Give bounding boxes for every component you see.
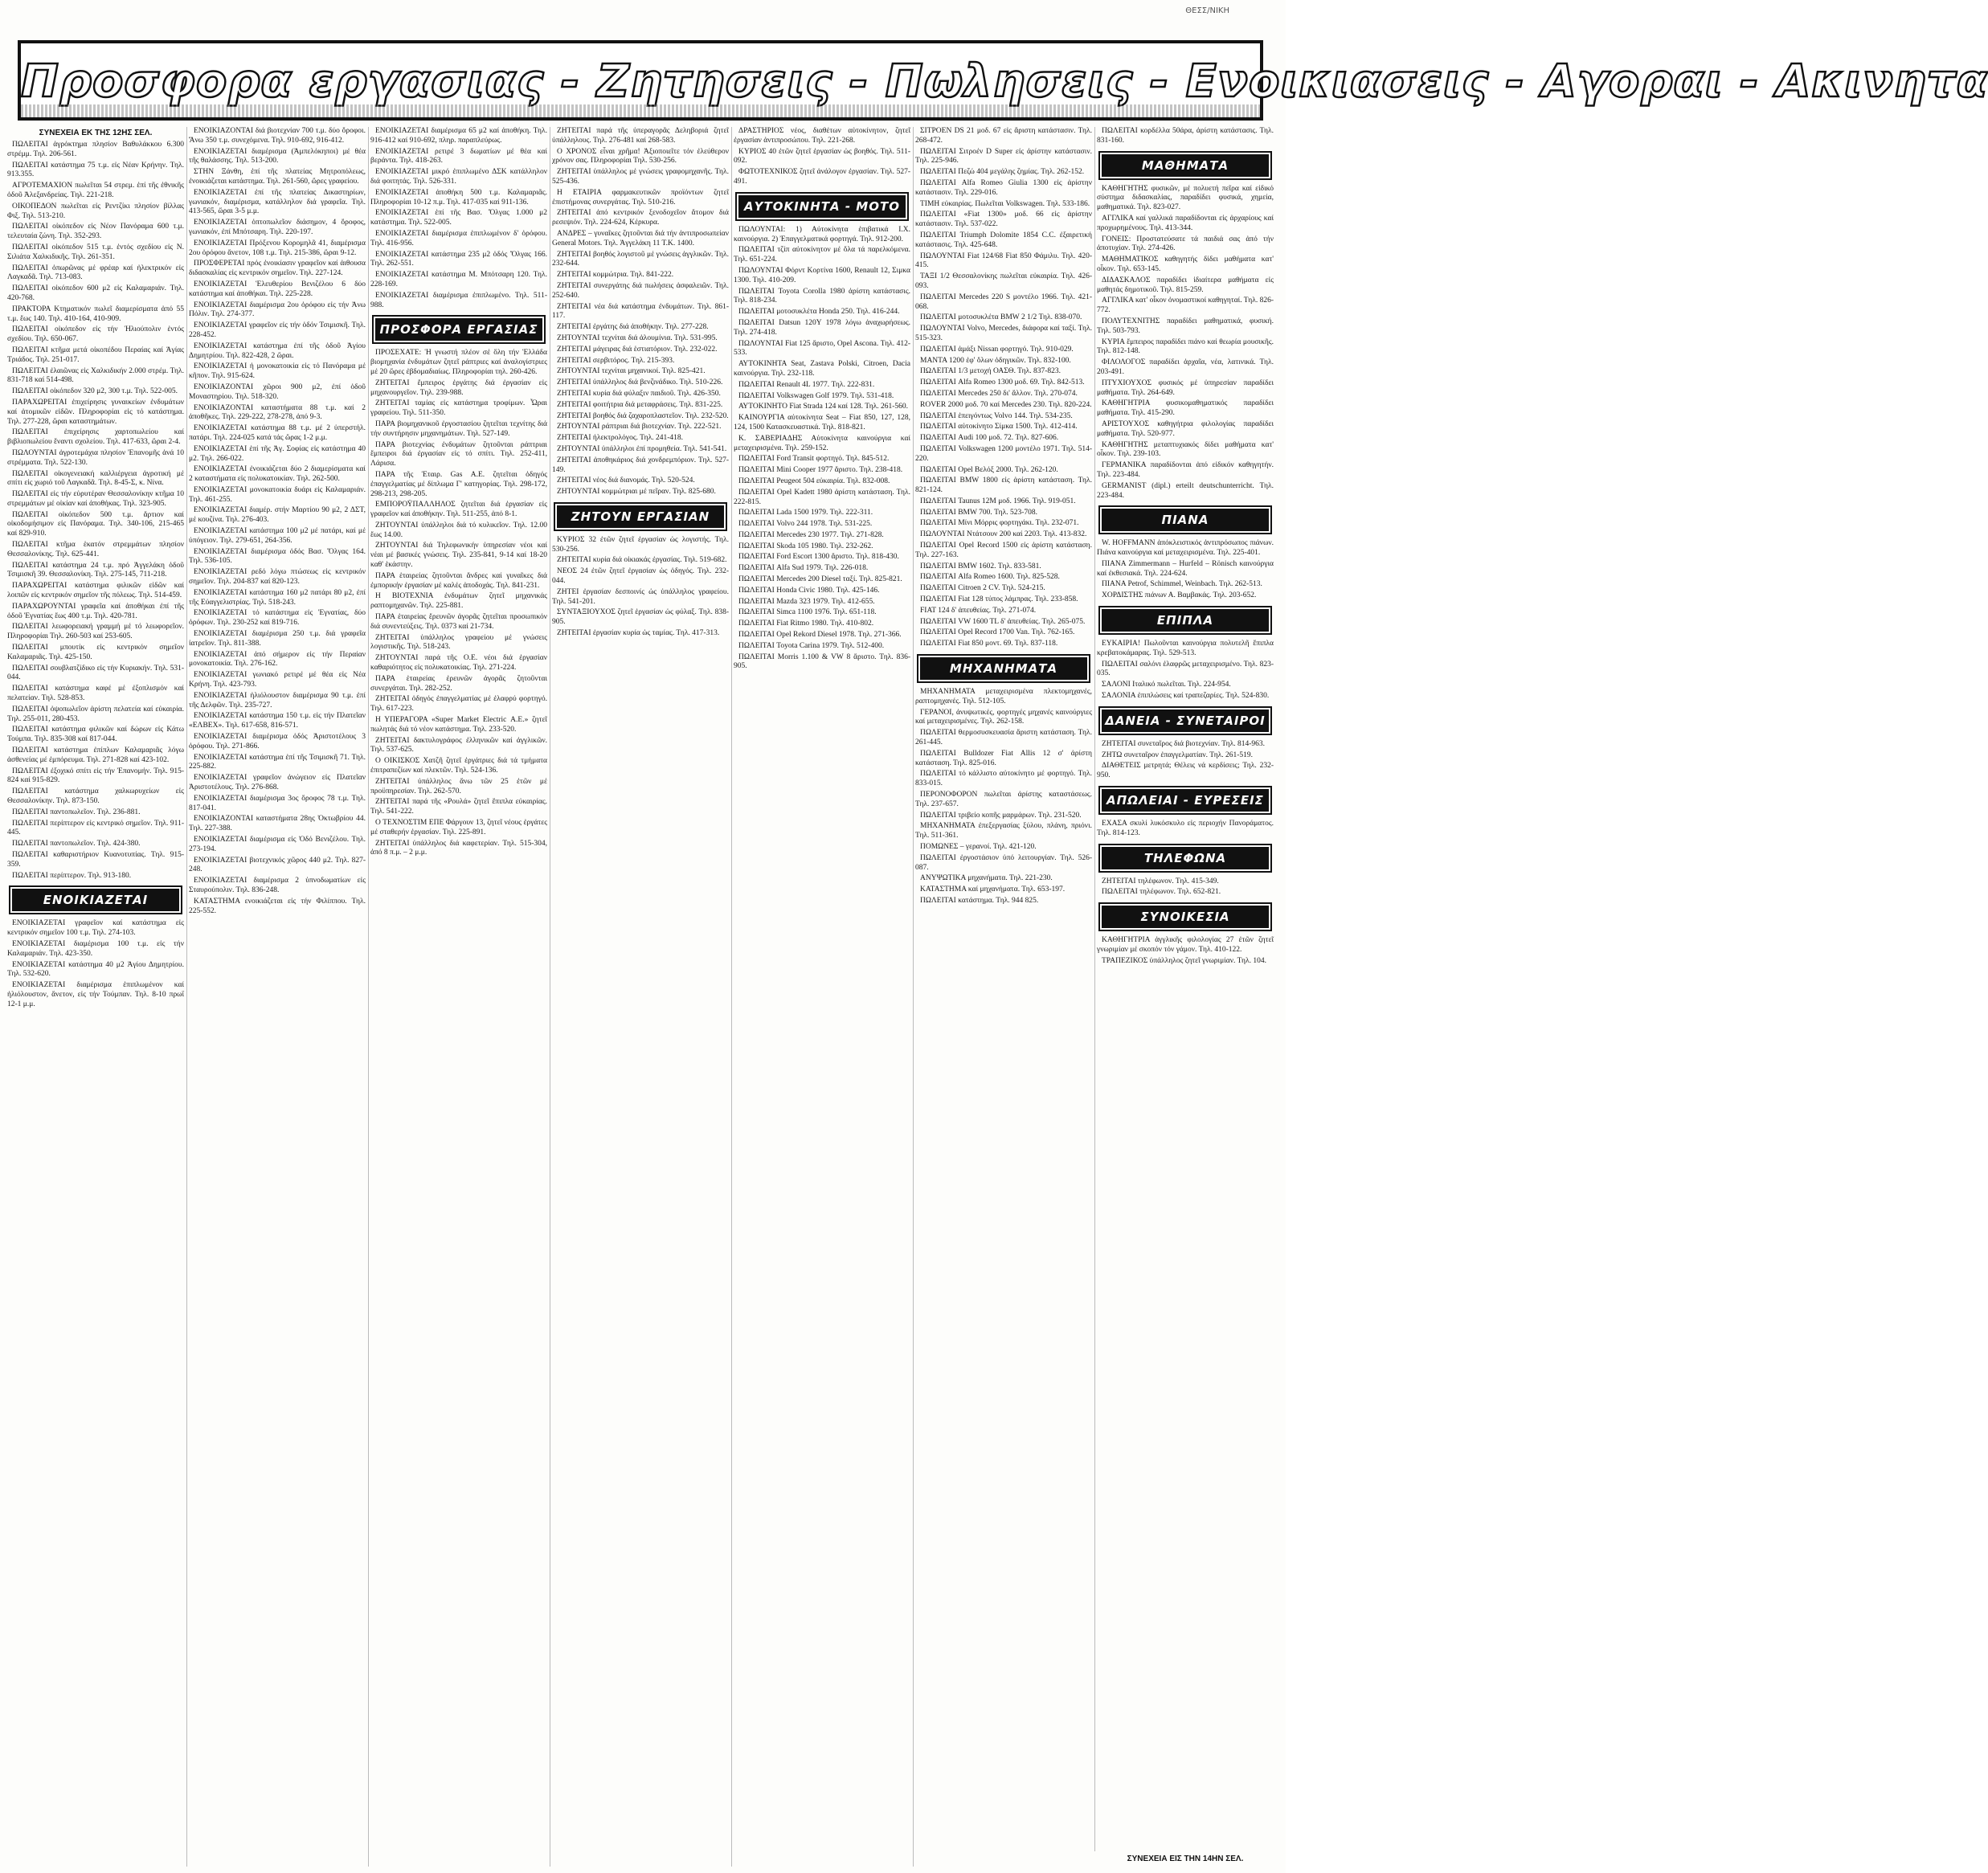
- classified-ad: ΠΩΛΕΙΤΑΙ οἰκόπεδον εἰς Νέον Πανόραμα 600 τ.μ. τελευταία ζώνη. Τηλ. 352-293.: [7, 223, 184, 241]
- section-banner: ΑΥΤΟΚΙΝΗΤΑ - ΜΟΤΟ: [735, 192, 909, 221]
- classified-ad: ΠΩΛΕΙΤΑΙ ἐπιχείρησις χαρτοπωλείου καί βιβλιοπωλείου ἔναντι σχολείου. Τηλ. 417-633, ὥραι 2-4.: [7, 428, 184, 447]
- classified-ad: ΠΟΛΥΤΕΧΝΙΤΗΣ παραδίδει μαθηματικά, φυσική. Τηλ. 503-793.: [1097, 317, 1274, 335]
- classified-ad: ΠΩΛΕΙΤΑΙ Fiat 128 τύπος λάμπρας. Τηλ. 233-858.: [920, 595, 1078, 604]
- classified-ad: ΖΗΤΕΙΤΑΙ νέος διά διανομάς. Τηλ. 520-524.: [557, 476, 695, 485]
- classified-ad: ΠΩΛΕΙΤΑΙ τζίπ αὐτοκίνητον μέ ὅλα τά παρελκόμενα. Τηλ. 651-224.: [734, 246, 910, 264]
- classified-ad: ΑΓΓΛΙΚΑ κατ' οἶκον ὀνομαστικοί καθηγηταί. Τηλ. 826-772.: [1097, 296, 1274, 315]
- classified-ad: ΠΩΛΕΙΤΑΙ Alfa Sud 1979. Τηλ. 226-018.: [738, 564, 869, 573]
- continuation-footer: ΣΥΝΕΧΕΙΑ ΕΙΣ ΤΗΝ 14ΗΝ ΣΕΛ.: [1094, 1851, 1276, 1867]
- classified-ad: ΕΝΟΙΚΙΑΖΕΤΑΙ τό κατάστημα εἰς Ἐγνατίας, δύο ὀρόφων. Τηλ. 230-252 καί 819-716.: [189, 609, 366, 628]
- classified-ad: ΖΗΤΕΙΤΑΙ συνεργάτης διά πωλήσεις ἀσφαλειῶν. Τηλ. 252-640.: [552, 281, 729, 300]
- classified-ad: ΖΗΤΟΥΝΤΑΙ κομμώτριαι μέ πεῖραν. Τηλ. 825-680.: [557, 488, 716, 497]
- classified-ad: ΠΩΛΕΙΤΑΙ οἰκόπεδον 600 μ2 εἰς Καλαμαριάν. Τηλ. 420-768.: [7, 284, 184, 302]
- classified-ad: ΠΩΛΕΙΤΑΙ Mercedes 200 Diesel ταξί. Τηλ. 825-821.: [738, 575, 902, 584]
- classified-ad: ΕΝΟΙΚΙΑΖΕΤΑΙ διαμέρισμα 65 μ2 καί ἀποθήκη. Τηλ. 916-412 καί 910-692, πληρ. παραπλεύρως.: [370, 127, 547, 145]
- classified-ad: ΠΩΛΕΙΤΑΙ Citroen 2 CV. Τηλ. 524-215.: [920, 584, 1045, 593]
- classified-ad: ΠΑΡΑΧΩΡΟΥΝΤΑΙ γραφεῖα καί ἀποθήκαι ἐπί τῆς ὁδοῦ Ἐγνατίας ἕως 400 τ.μ. Τηλ. 420-781.: [7, 602, 184, 620]
- section-banner: ΑΠΩΛΕΙΑΙ - ΕΥΡΕΣΕΙΣ: [1098, 786, 1272, 815]
- classified-ad: ΠΩΛΕΙΤΑΙ Σιτροέν D Super εἰς ἀρίστην κατάστασιν. Τηλ. 225-946.: [915, 147, 1092, 166]
- classified-ad: ΖΗΤΟΥΝΤΑΙ τεχνίται διά ἀλουμίνια. Τηλ. 531-995.: [557, 333, 718, 342]
- classified-ad: Ο ΤΕΧΝΟΣΤΙΜ ΕΠΕ Φάργουν 13, ζητεῖ νέους ἐργάτες μέ σταθερήν ἐργασίαν. Τηλ. 225-891.: [370, 819, 547, 836]
- classified-ad: ΠΑΡΑ ἑταιρείας ἐρευνῶν ἀγορᾶς ζητοῦνται συνεργάται. Τηλ. 282-252.: [370, 674, 547, 693]
- classified-ad: ΕΝΟΙΚΙΑΖΕΤΑΙ γωνιακό ρετιρέ μέ θέα εἰς Νέα Κρήνη. Τηλ. 423-793.: [189, 671, 366, 689]
- classified-ad: ΠΩΛΕΙΤΑΙ κατάστημα χαλκωρυχείων εἰς Θεσσαλονίκην. Τηλ. 873-150.: [7, 787, 184, 805]
- classified-ad: ΕΝΟΙΚΙΑΖΕΤΑΙ ρετιρέ 3 δωματίων μέ θέα καί βεράντα. Τηλ. 418-263.: [370, 147, 547, 166]
- classified-ad: ΠΡΟΣΕΧΑΤΕ: Ἡ γνωστή πλέον σέ ὅλη τήν Ἑλλάδα βιομηχανία ἐνδυμάτων ζητεῖ ράπτριες καί ἀναλογίστριες μέ 20 ὥρες ἐβδομαδιαίως. Πληροφορίαι τηλ. 260-426.: [370, 349, 547, 376]
- classified-ad: Η ΕΤΑΙΡΙΑ φαρμακευτικῶν προϊόντων ζητεῖ ἐπιστήμονας συνεργάτας. Τηλ. 510-216.: [552, 188, 729, 207]
- column-6: [913, 127, 1095, 1867]
- classified-ad: ΕΝΟΙΚΙΑΖΕΤΑΙ διαμέρισμα 3ος ὄροφος 78 τ.μ. Τηλ. 817-041.: [189, 794, 366, 812]
- classified-ad: ΕΝΟΙΚΙΑΖΕΤΑΙ ἀπό σήμερον εἰς τήν Περαίαν μονοκατοικία. Τηλ. 276-162.: [189, 650, 366, 669]
- classified-ad: ΠΑΡΑ ἑταιρείας ἔρευνῶν ἀγορᾶς ζητεῖται προσωπικόν διά συνεντεύξεις. Τηλ. 0373 καί 21-734.: [370, 613, 547, 631]
- classified-ad: ΠΩΛΕΙΤΑΙ οἰκόπεδον 320 μ2, 300 τ.μ. Τηλ. 522-005.: [12, 387, 178, 396]
- classified-ad: ΕΝΟΙΚΙΑΖΕΤΑΙ ἐπί τῆς πλατείας Δικαστηρίων, γωνιακόν, διαμέρισμα, κατάλληλον διά γραφεῖα. Τηλ. 413-565, ὥραι 3-5 μ.μ.: [189, 188, 366, 216]
- classified-ad: ΠΩΛΕΙΤΑΙ Bulldozer Fiat Allis 12 σ' ἀρίστη κατάσταση. Τηλ. 825-016.: [915, 749, 1092, 767]
- classified-ad: ΠΩΛΕΙΤΑΙ καθαριστήριον Κυανοτυπίας. Τηλ. 915-359.: [7, 850, 184, 869]
- classified-ad: ΤΡΑΠΕΖΙΚΟΣ ὑπάλληλος ζητεῖ γνωριμίαν. Τηλ. 104.: [1102, 956, 1266, 965]
- classified-ad: ΠΑΡΑ βιομηχανικοῦ ἐργοστασίου ζητεῖται τεχνίτης διά τήν συντήρησιν μηχανημάτων. Τηλ. 527-149.: [370, 419, 547, 438]
- classified-ad: ΠΑΡΑΧΩΡΕΙΤΑΙ κατάστημα φιλικῶν εἰδῶν καί λοιπῶν εἰς κεντρικόν σημεῖον τῆς πόλεως. Τηλ. 514-459.: [7, 582, 184, 600]
- column-5: [731, 127, 914, 1867]
- classifieds-columns: [5, 127, 1281, 1867]
- classified-ad: ΠΩΛΕΙΤΑΙ τριβείο κοπῆς μαρμάρων. Τηλ. 231-520.: [920, 811, 1082, 820]
- classified-ad: ΦΙΛΟΛΟΓΟΣ παραδίδει ἀρχαῖα, νέα, λατινικά. Τηλ. 203-491.: [1097, 358, 1274, 376]
- classified-ad: ΠΩΛΟΥΝΤΑΙ Φόρντ Κορτίνα 1600, Renault 12, Σιμκα 1300. Τηλ. 410-209.: [734, 266, 910, 284]
- classified-ad: ΖΗΤΕΙΤΑΙ ἐργασίαν κυρία ὡς ταμίας. Τηλ. 417-313.: [557, 629, 720, 638]
- classified-ad: ΕΝΟΙΚΙΑΖΟΝΤΑΙ διά βιοτεχνίαν 700 τ.μ. δύο ὄροφοι. Ἄνω 350 τ.μ. συνεχόμενα. Τηλ. 910-692, 916-412.: [189, 127, 366, 145]
- classified-ad: ΠΤΥΧΙΟΥΧΟΣ φυσικός μέ ὑπηρεσίαν παραδίδει μαθήματα. Τηλ. 264-649.: [1097, 378, 1274, 397]
- column-4: [550, 127, 732, 1867]
- classified-ad: ΖΗΤΕΙ ἐργασίαν δεσποινίς ὡς ὑπάλληλος γραφείου. Τηλ. 541-201.: [552, 587, 729, 606]
- classified-ad: ΠΩΛΕΙΤΑΙ Volkswagen 1200 μοντέλο 1971. Τηλ. 514-220.: [915, 444, 1092, 463]
- classified-ad: ΠΩΛΕΙΤΑΙ κτῆμα μετά οἰκοπέδου Περαίας καί Ἁγίας Τριάδος. Τηλ. 251-017.: [7, 346, 184, 364]
- classified-ad: ΕΝΟΙΚΙΑΖΕΤΑΙ κατάστημα 160 μ2 πατάρι 80 μ2, ἐπί τῆς Εὐαγγελιστρίας. Τηλ. 518-243.: [189, 588, 366, 607]
- classified-ad: ΠΩΛΕΙΤΑΙ οἰκογενειακή καλλιέργεια ἀγροτική μέ σπίτι εἰς χωριό τοῦ Λαγκαδᾶ. Τηλ. 8-45-Σ, κ. Νίνα.: [7, 469, 184, 488]
- classified-ad: ΖΗΤΕΙΤΑΙ παρά τῆς «Ρουλά» ζητεῖ ἔπιπλα εὐκαιρίας. Τηλ. 541-222.: [370, 798, 547, 816]
- classified-ad: ΕΝΟΙΚΙΑΖΕΤΑΙ ἀποθήκη 500 τ.μ. Καλαμαριᾶς. Πληροφορίαι 10-12 π.μ. Τηλ. 417-035 καί 911-136.: [370, 188, 547, 207]
- section-banner: ΔΑΝΕΙΑ - ΣΥΝΕΤΑΙΡΟΙ: [1098, 706, 1272, 735]
- classified-ad: ΠΩΛΕΙΤΑΙ Mini Cooper 1977 ἄριστο. Τηλ. 238-418.: [738, 466, 903, 475]
- classified-ad: ΕΝΟΙΚΙΑΖΕΤΑΙ μικρό ἐπιπλωμένο ΔΣΚ κατάλληλον διά φοιτητάς. Τηλ. 526-331.: [370, 168, 547, 186]
- classified-ad: ΖΗΤΕΙΤΑΙ κυρία διά οἰκιακάς ἐργασίας. Τηλ. 519-682.: [557, 556, 727, 565]
- classified-ad: ΠΩΛΟΥΝΤΑΙ Volvo, Mercedes, διάφορα καί ταξί. Τηλ. 515-323.: [915, 325, 1092, 342]
- corner-mark: ΘΕΣΣ/ΝΙΚΗ: [1185, 6, 1229, 15]
- classified-ad: ΑΥΤΟΚΙΝΗΤΑ Seat, Zastava Polski, Citroen, Dacia καινούργια. Τηλ. 232-118.: [734, 360, 910, 378]
- classified-ad: ΕΝΟΙΚΙΑΖΕΤΑΙ διαμέρισμα 2ου ὀρόφου εἰς τήν Ἀνω Πόλιν. Τηλ. 274-377.: [189, 301, 366, 319]
- classified-ad: ΖΗΤΕΙΤΑΙ τηλέφωνον. Τηλ. 415-349.: [1102, 877, 1219, 885]
- classified-ad: ΠΩΛΕΙΤΑΙ Simca 1100 1976. Τηλ. 651-118.: [738, 608, 877, 617]
- classified-ad: ΚΑΘΗΓΗΤΗΣ μεταπτυχιακός δίδει μαθήματα κατ' οἶκον. Τηλ. 239-103.: [1097, 440, 1274, 459]
- classified-ad: ΠΩΛΕΙΤΑΙ Opel Record 1500 εἰς ἀρίστη κατάσταση. Τηλ. 227-163.: [915, 542, 1092, 559]
- classified-ad: ΠΩΛΕΙΤΑΙ θερμοσυσκευασία ἄριστη κατάσταση. Τηλ. 261-445.: [915, 729, 1092, 747]
- section-banner: ΖΗΤΟΥΝ ΕΡΓΑΣΙΑΝ: [554, 502, 727, 531]
- classified-ad: ΠΩΛΕΙΤΑΙ Mercedes 220 S μοντέλο 1966. Τηλ. 421-068.: [915, 292, 1092, 311]
- classified-ad: ΖΗΤΕΙΤΑΙ ἠλεκτρολόγος. Τηλ. 241-418.: [557, 434, 683, 443]
- classified-ad: ΕΝΟΙΚΙΑΖΕΤΑΙ διαμέρισμα 2 ὑπνοδωματίων εἰς Σταυρούπολιν. Τηλ. 836-248.: [189, 877, 366, 894]
- column-2: [186, 127, 369, 1867]
- classified-ad: ΖΗΤΕΙΤΑΙ μάγειρας διά ἑστιατόριον. Τηλ. 232-022.: [557, 345, 718, 354]
- classified-ad: ΠΩΛΕΙΤΑΙ περίπτερον. Τηλ. 913-180.: [12, 871, 132, 880]
- classified-ad: ΠΩΛΕΙΤΑΙ ἀμάξι Nissan φορτηγό. Τηλ. 910-029.: [920, 345, 1074, 354]
- classified-ad: ΣΑΛΟΝΙ Ιταλικό πωλεῖται. Τηλ. 224-954.: [1102, 681, 1231, 689]
- classified-ad: ΖΗΤΕΙΤΑΙ ἀποθηκάριος διά χονδρεμπόριον. Τηλ. 527-149.: [552, 456, 729, 474]
- classified-ad: ΖΗΤΩ συνεταῖρον ἐπαγγελματίαν. Τηλ. 261-519.: [1102, 750, 1254, 759]
- classified-ad: ΠΩΛΕΙΤΑΙ BMW 700. Τηλ. 523-708.: [920, 508, 1037, 517]
- classified-ad: ΠΩΛΕΙΤΑΙ ἀγρόκτημα πλησίον Βαθυλάκκου 6.300 στρέμμ. Τηλ. 206-561.: [7, 141, 184, 158]
- classified-ad: ΠΩΛΕΙΤΑΙ Opel Record 1700 Van. Τηλ. 762-165.: [920, 628, 1075, 637]
- classified-ad: ΖΗΤΕΙΤΑΙ συνεταῖρος διά βιοτεχνίαν. Τηλ. 814-963.: [1102, 739, 1266, 748]
- classified-ad: ΖΗΤΟΥΝΤΑΙ ὑπάλληλοι ἐπί προμηθεία. Τηλ. 541-541.: [557, 444, 727, 453]
- classified-ad: ΖΗΤΕΙΤΑΙ κομμώτρια. Τηλ. 841-222.: [557, 271, 674, 280]
- classified-ad: ΠΩΛΕΙΤΑΙ κατάστημα. Τηλ. 944 825.: [920, 896, 1039, 905]
- classified-ad: ΚΑΘΗΓΗΤΡΙΑ φυσικομαθηματικός παραδίδει μαθήματα. Τηλ. 415-290.: [1097, 399, 1274, 418]
- classified-ad: ΠΩΛΕΙΤΑΙ Alfa Romeo 1300 μοδ. 69. Τηλ. 842-513.: [920, 378, 1085, 387]
- classified-ad: ΠΩΛΕΙΤΑΙ οἰκόπεδον 500 τ.μ. ἄρτιον καί οἰκοδομήσιμον εἰς Πανόραμα. Τηλ. 340-106, 215-465 καί 829-910.: [7, 510, 184, 538]
- classified-ad: ΕΝΟΙΚΙΑΖΕΤΑΙ βιοτεχνικός χῶρος 440 μ2. Τηλ. 827-248.: [189, 856, 366, 874]
- classified-ad: ΕΝΟΙΚΙΑΖΕΤΑΙ κατάστημα 150 τ.μ. εἰς τήν Πλατεῖαν «ΕΛΒΕΧ». Τηλ. 617-658, 816-571.: [189, 712, 366, 730]
- classified-ad: ΕΝΟΙΚΙΑΖΟΝΤΑΙ καταστήματα 28ης Ὀκτωβρίου 44. Τηλ. 227-388.: [189, 815, 366, 833]
- classified-ad: ΕΝΟΙΚΙΑΖΕΤΑΙ γραφεῖον εἰς τήν ὁδόν Τσιμισκῆ. Τηλ. 228-452.: [189, 321, 366, 339]
- classified-ad: ΖΗΤΟΥΝΤΑΙ τεχνίται μηχανικοί. Τηλ. 825-421.: [557, 367, 706, 376]
- classified-ad: ΠΩΛΕΙΤΑΙ Mercedes 250 δι' ἄλλον. Τηλ. 270-074.: [920, 389, 1078, 398]
- classified-ad: ΕΝΟΙΚΙΑΖΕΤΑΙ κατάστημα 40 μ2 Ἀγίου Δημητρίου. Τηλ. 532-620.: [7, 960, 184, 979]
- classified-ad: ΠΩΛΕΙΤΑΙ κατάστημα ἐπίπλων Καλαμαριᾶς λόγω ἀσθενείας μέ ἐμπόρευμα. Τηλ. 271-828 καί 423-102.: [7, 746, 184, 764]
- classified-ad: ΠΩΛΕΙΤΑΙ λεωφορειακή γραμμή μέ τό λεωφορεῖον. Πληροφορίαι Τηλ. 260-503 καί 253-605.: [7, 623, 184, 641]
- classified-ad: ΕΝΟΙΚΙΑΖΕΤΑΙ κατάστημα 88 τ.μ. μέ 2 ὑπερστήλ. πατάρι. Τηλ. 224-025 κατά τάς ὥρας 1-2 μ.μ.: [189, 424, 366, 442]
- continuation-header: ΣΥΝΕΧΕΙΑ ΕΚ ΤΗΣ 12ΗΣ ΣΕΛ.: [39, 129, 153, 137]
- classified-ad: ΠΡΑΚΤΟΡΑ Κτηματικόν πωλεῖ διαμερίσματα ἀπό 55 τ.μ. ἕως 140. Τηλ. 410-164, 410-909.: [7, 305, 184, 323]
- classified-ad: ΠΩΛΟΥΝΤΑΙ Fiat 125 ἄριστο, Opel Ascona. Τηλ. 412-533.: [734, 339, 910, 358]
- classified-ad: ΕΜΠΟΡΟΫΠΑΛΛΗΛΟΣ ζητεῖται διά ἐργασίαν εἰς γραφεῖον καί ἀποθήκην. Τηλ. 511-255, ἀπό 8-1.: [370, 501, 547, 519]
- classified-ad: ΠΩΛΕΙΤΑΙ παντοπωλεῖον. Τηλ. 236-881.: [12, 808, 141, 816]
- classifieds-masthead: [18, 40, 1988, 121]
- classified-ad: ΖΗΤΕΙΤΑΙ φοιτήτρια διά μεταφράσεις. Τηλ. 831-225.: [557, 400, 723, 409]
- classified-ad: ΠΑΡΑ τῆς Ἑταιρ. Gas Α.Ε. ζητεῖται ὁδηγός ἐπαγγελματίας μέ δίπλωμα Γ' κατηγορίας. Τηλ. 298-172, 298-213, 298-205.: [370, 470, 547, 498]
- classified-ad: ΖΗΤΕΙΤΑΙ ἐργάτης διά ἀποθήκην. Τηλ. 277-228.: [557, 323, 709, 332]
- classified-ad: ΠΩΛΕΙΤΑΙ Πεζώ 404 μεγάλης ζημίας. Τηλ. 262-152.: [920, 168, 1085, 177]
- section-banner: ΜΑΘΗΜΑΤΑ: [1098, 151, 1272, 180]
- classified-ad: ΠΩΛΕΙΤΑΙ Ford Escort 1300 ἄριστο. Τηλ. 818-430.: [738, 553, 899, 562]
- classified-ad: Η ΒΙΟΤΕΧΝΙΑ ἐνδυμάτων ζητεῖ μηχανικάς ραπτομηχανῶν. Τηλ. 225-881.: [370, 592, 547, 611]
- classified-ad: ΠΩΛΕΙΤΑΙ σουβλατζίδικο εἰς τήν Κυριακήν. Τηλ. 531-044.: [7, 664, 184, 682]
- classified-ad: ΠΩΛΕΙΤΑΙ Audi 100 μοδ. 72. Τηλ. 827-606.: [920, 434, 1059, 443]
- classified-ad: ΕΝΟΙΚΙΑΖΕΤΑΙ διαμέρισμα εἰς Ὀδό Βενιζέλου. Τηλ. 273-194.: [189, 835, 366, 853]
- section-banner: ΜΗΧΑΝΗΜΑΤΑ: [917, 654, 1090, 683]
- classified-ad: ΖΗΤΟΥΝΤΑΙ διά Τηλεφωνικήν ὑπηρεσίαν νέοι καί νέαι μέ βασικές γνώσεις. Τηλ. 235-841, 9-14 καί 18-20 καθ' ἑκάστην.: [370, 542, 547, 570]
- column-1: [5, 127, 187, 1867]
- classified-ad: ΠΩΛΕΙΤΑΙ ὁπωρῶνας μέ φρέαρ καί ἠλεκτρικόν εἰς Λαγκαδᾶ. Τηλ. 713-083.: [7, 264, 184, 282]
- classified-ad: ΠΩΛΕΙΤΑΙ Μίνι Μόρρις φορτηγάκι. Τηλ. 232-071.: [920, 519, 1079, 528]
- classified-ad: ΠΩΛΟΥΝΤΑΙ Fiat 124/68 Fiat 850 Φάμιλυ. Τηλ. 420-415.: [915, 252, 1092, 270]
- classified-ad: ΕΝΟΙΚΙΑΖΕΤΑΙ κατάστημα 100 μ2 μέ πατάρι, καί μέ ὑπόγειον. Τηλ. 279-651, 264-356.: [189, 527, 366, 545]
- classified-ad: ΠΩΛΕΙΤΑΙ τηλέφωνον. Τηλ. 652-821.: [1102, 888, 1221, 897]
- classified-ad: ΑΥΤΟΚΙΝΗΤΟ Fiat Strada 124 καί 128. Τηλ. 261-560.: [738, 403, 909, 411]
- classified-ad: ΕΝΟΙΚΙΑΖΕΤΑΙ ρεδό λόγω πτώσεως εἰς κεντρικόν σημεῖον. Τηλ. 204-837 καί 820-123.: [189, 568, 366, 587]
- classified-ad: ΠΩΛΕΙΤΑΙ ἐλαιῶνας εἰς Χαλκιδικήν 2.000 στρέμ. Τηλ. 831-718 καί 514-498.: [7, 366, 184, 385]
- classified-ad: ΔΙΑΘΕΤΕΙΣ μετρητά; Θέλεις νά κερδίσεις; Τηλ. 232-950.: [1097, 762, 1274, 780]
- classified-ad: ΖΗΤΕΙΤΑΙ ἀπό κεντρικόν ξενοδοχεῖον ἄτομον διά ρεσεψιόν. Τηλ. 224-624, Κέρκυρα.: [552, 209, 729, 227]
- classified-ad: ΖΗΤΟΥΝΤΑΙ ὑπάλληλοι διά τό κυλικεῖον. Τηλ. 12.00 ἕως 14.00.: [370, 521, 547, 539]
- classified-ad: ΕΝΟΙΚΙΑΖΕΤΑΙ ὁπτοπωλεῖον διάσημον, 4 ὄροφος, γωνιακόν, ἐπί Μπότσαρη. Τηλ. 220-197.: [189, 219, 366, 236]
- classified-ad: ΚΑΤΑΣΤΗΜΑ καί μηχανήματα. Τηλ. 653-197.: [920, 885, 1066, 894]
- classified-ad: ΕΝΟΙΚΙΑΖΕΤΑΙ διαμέρισμα ἐπιπλωμένον δ' ὀρόφου. Τηλ. 416-956.: [370, 229, 547, 247]
- classified-ad: ΠΩΛΕΙΤΑΙ VW 1600 TL δ' ἀπευθείας. Τηλ. 265-075.: [920, 617, 1086, 626]
- classified-ad: ΕΝΟΙΚΙΑΖΕΤΑΙ διαμέρισμα ἐπιπλωμένον καί ἠλιόλουστον, ἄνετον, εἰς τήν Τούμπαν. Τηλ. 8-10 πρωΐ 12-1 μ.μ.: [7, 981, 184, 1008]
- classified-ad: ΠΩΛΕΙΤΑΙ Fiat 850 μοντ. 69. Τηλ. 837-118.: [920, 640, 1058, 648]
- classified-ad: ΜΑΘΗΜΑΤΙΚΟΣ καθηγητής δίδει μαθήματα κατ' οἶκον. Τηλ. 653-145.: [1097, 256, 1274, 273]
- classified-ad: ΕΝΟΙΚΙΑΖΕΤΑΙ διαμέρισμα 250 τ.μ. διά γραφεῖα ἰατρεῖον. Τηλ. 811-388.: [189, 630, 366, 648]
- classified-ad: Κ. ΣΑΒΕΡΙΑΔΗΣ Αὐτοκίνητα καινούργια καί μεταχειρισμένα. Τηλ. 259-152.: [734, 434, 910, 452]
- classified-ad: ΖΗΤΕΙΤΑΙ ὑπάλληλος διά βενζινάδικο. Τηλ. 510-226.: [557, 378, 723, 387]
- classified-ad: ΠΩΛΕΙΤΑΙ Skoda 105 1980. Τηλ. 232-262.: [738, 542, 873, 550]
- classified-ad: ΣΥΝΤΑΞΙΟΥΧΟΣ ζητεῖ ἐργασίαν ὡς φύλαξ. Τηλ. 838-905.: [552, 608, 729, 627]
- classified-ad: ΠΑΡΑ βιοτεχνίας ἐνδυμάτων ζητοῦνται ράπτριαι ἔμπειροι διά ἐργασίαν εἰς τό σπίτι. Τηλ. 252-411, Λάρισα.: [370, 440, 547, 468]
- section-banner: ΤΗΛΕΦΩΝΑ: [1098, 844, 1272, 873]
- classified-ad: ΖΗΤΕΙΤΑΙ νέα διά κατάστημα ἐνδυμάτων. Τηλ. 861-117.: [552, 302, 729, 321]
- classified-ad: ΠΩΛΕΙΤΑΙ Opel Kadett 1980 ἀρίστη κατάσταση. Τηλ. 222-815.: [734, 488, 910, 506]
- classified-ad: ΕΥΚΑΙΡΙΑ! Πωλοῦνται καινούργια πολυτελῆ ἔπιπλα κρεβατοκάμαρας. Τηλ. 529-513.: [1097, 640, 1274, 657]
- classified-ad: ΝΕΟΣ 24 ἐτῶν ζητεῖ ἐργασίαν ὡς ὁδηγός. Τηλ. 232-044.: [552, 567, 729, 586]
- classified-ad: ΠΩΛΕΙΤΑΙ οἰκόπεδον εἰς τήν Ἡλιούπολιν ἐντός σχεδίου. Τηλ. 650-067.: [7, 325, 184, 344]
- classified-ad: ΠΙΑΝΑ Petrof, Schimmel, Weinbach. Τηλ. 262-513.: [1102, 580, 1262, 589]
- classified-ad: ΖΗΤΕΙΤΑΙ ταμίας εἰς κατάστημα τροφίμων. Ὧραι γραφείου. Τηλ. 511-350.: [370, 399, 547, 418]
- classified-ad: ΠΩΛΕΙΤΑΙ μπουτίκ εἰς κεντρικόν σημεῖον Καλαμαριᾶς. Τηλ. 425-150.: [7, 644, 184, 661]
- classified-ad: ΕΝΟΙΚΙΑΖΕΤΑΙ διαμέρισμα 100 τ.μ. εἰς τήν Καλαμαριάν. Τηλ. 423-350.: [7, 939, 184, 958]
- classified-ad: ΕΝΟΙΚΙΑΖΕΤΑΙ ἡ μονοκατοικία εἰς τό Πανόραμα μέ κῆπον. Τηλ. 915-624.: [189, 362, 366, 381]
- classified-ad: ΚΑΘΗΓΗΤΗΣ φυσικῶν, μέ πολυετή πεῖρα καί εἰδικό σύστημα διδασκαλίας, παραδίδει φυσικά, χημεία, μαθηματικά. Τηλ. 823-027.: [1097, 184, 1274, 212]
- classified-ad: ΕΝΟΙΚΙΑΖΕΤΑΙ ἐπί τῆς Ἀγ. Σοφίας εἰς κατάστημα 40 μ2. Τηλ. 266-022.: [189, 444, 366, 463]
- classified-ad: ΠΩΛΕΙΤΑΙ Morris 1.100 & VW 8 ἄριστο. Τηλ. 836-905.: [734, 652, 910, 671]
- classified-ad: ΤΙΜΗ εὐκαιρίας. Πωλεῖται Volkswagen. Τηλ. 533-186.: [920, 199, 1090, 208]
- classified-ad: ΠΩΛΕΙΤΑΙ Lada 1500 1979. Τηλ. 222-311.: [738, 509, 873, 517]
- classified-ad: ΠΑΡΑ ἑταιρείας ζητοῦνται ἄνδρες καί γυναῖκες διά ἐμπορικήν ἐργασίαν μέ καλές ἀποδοχάς. Τηλ. 841-231.: [370, 571, 547, 590]
- column-7: [1094, 127, 1276, 1867]
- classified-ad: ΠΩΛΕΙΤΑΙ αὐτοκίνητο Σίμκα 1500. Τηλ. 412-414.: [920, 423, 1078, 431]
- classified-ad: ΟΙΚΟΠΕΔΟΝ πωλεῖται εἰς Ρεντζίκι πλησίον βίλλας Φιξ. Τηλ. 513-210.: [7, 202, 184, 220]
- classified-ad: ΕΝΟΙΚΙΑΖΟΝΤΑΙ χῶροι 900 μ2, ἐπί ὁδοῦ Μοναστηρίου. Τηλ. 518-320.: [189, 382, 366, 401]
- classified-ad: ΠΩΛΕΙΤΑΙ Fiat Ritmo 1980. Τηλ. 410-802.: [738, 620, 874, 628]
- classified-ad: ΕΝΟΙΚΙΑΖΕΤΑΙ μονοκατοικία δυάρι εἰς Καλαμαριάν. Τηλ. 461-255.: [189, 485, 366, 504]
- classified-ad: ΠΩΛΟΥΝΤΑΙ ἀγροτεμάχια πλησίον Ἐπανομῆς ἀνά 10 στρέμματα. Τηλ. 522-130.: [7, 448, 184, 467]
- classified-ad: ΣΙΤΡΟΕΝ DS 21 μοδ. 67 εἰς ἄριστη κατάστασιν. Τηλ. 268-472.: [915, 127, 1092, 145]
- classified-ad: ΕΧΑΣΑ σκυλί λυκόσκυλο εἰς περιοχήν Πανοράματος. Τηλ. 814-123.: [1097, 820, 1274, 837]
- classified-ad: ΖΗΤΕΙΤΑΙ ἔμπειρος ἐργάτης διά ἐργασίαν εἰς μηχανουργεῖον. Τηλ. 239-988.: [370, 378, 547, 397]
- classified-ad: ΠΩΛΕΙΤΑΙ ἐργοστάσιον ὑπό λειτουργίαν. Τηλ. 526-087.: [915, 853, 1092, 872]
- classified-ad: ΖΗΤΕΙΤΑΙ ὑπάλληλος ἄνω τῶν 25 ἐτῶν μέ προϋπηρεσίαν. Τηλ. 262-570.: [370, 777, 547, 795]
- classified-ad: ΠΩΛΕΙΤΑΙ Peugeot 504 εὐκαιρία. Τηλ. 832-008.: [738, 476, 890, 485]
- classified-ad: ΔΙΔΑΣΚΑΛΟΣ παραδίδει ἰδιαίτερα μαθήματα εἰς μαθητάς δημοτικοῦ. Τηλ. 815-259.: [1097, 276, 1274, 294]
- classified-ad: ΠΩΛΕΙΤΑΙ Triumph Dolomite 1854 C.C. ἐξαιρετική κατάστασις. Τηλ. 425-648.: [915, 231, 1092, 249]
- classified-ad: ΠΩΛΕΙΤΑΙ ὀψοπωλεῖον ἀρίστη πελατεία καί εὐκαιρία. Τηλ. 255-011, 280-453.: [7, 705, 184, 723]
- classified-ad: ΠΩΛΕΙΤΑΙ Opel Βελόξ 2000. Τηλ. 262-120.: [920, 465, 1058, 474]
- classified-ad: ΠΩΛΕΙΤΑΙ κατάστημα 75 τ.μ. εἰς Νέαν Κρήνην. Τηλ. 913.355.: [7, 161, 184, 179]
- classified-ad: ΠΩΛΕΙΤΑΙ κτῆμα ἑκατόν στρεμμάτων πλησίον Θεσσαλονίκης. Τηλ. 625-441.: [7, 541, 184, 558]
- classified-ad: ΠΩΛΕΙΤΑΙ Toyota Carina 1979. Τηλ. 512-400.: [738, 641, 885, 650]
- classified-ad: ΖΗΤΕΙΤΑΙ δακτυλογράφος ἐλληνικῶν καί ἀγγλικῶν. Τηλ. 537-625.: [370, 736, 547, 755]
- classified-ad: ΖΗΤΕΙΤΑΙ βοηθός διά ζαχαροπλαστεῖον. Τηλ. 232-520.: [557, 411, 729, 420]
- classified-ad: ΜΗΧΑΝΗΜΑΤΑ μεταχειρισμένα πλεκτομηχανές, ραπτομηχανές. Τηλ. 512-105.: [915, 688, 1092, 705]
- classified-ad: ΔΡΑΣΤΗΡΙΟΣ νέος, διαθέτων αὐτοκίνητον, ζητεῖ ἐργασίαν ἀντιπροσώπου. Τηλ. 221-268.: [734, 127, 910, 145]
- classified-ad: ΠΩΛΕΙΤΑΙ Mercedes 230 1977. Τηλ. 271-828.: [738, 530, 884, 539]
- classified-ad: ΖΗΤΕΙΤΑΙ κυρία διά φύλαξιν παιδιοῦ. Τηλ. 426-350.: [557, 389, 721, 398]
- classified-ad: ΠΩΛΕΙΤΑΙ παντοπωλεῖον. Τηλ. 424-380.: [12, 840, 141, 849]
- classified-ad: ΓΕΡΑΝΟΙ, ἀνυψωτικές, φορτηγές μηχανές καινούργιες καί μεταχειρισμένες. Τηλ. 262-158.: [915, 708, 1092, 726]
- classified-ad: ΠΩΛΕΙΤΑΙ μοτοσυκλέτα BMW 2 1/2 Τηλ. 838-070.: [920, 313, 1082, 322]
- classified-ad: ΠΩΛΕΙΤΑΙ Mazda 323 1979. Τηλ. 412-655.: [738, 597, 875, 606]
- classified-ad: ΕΝΟΙΚΙΑΖΕΤΑΙ διαμέρισμα ὁδός Βασ. Ὄλγας 164. Τηλ. 536-105.: [189, 547, 366, 566]
- classified-ad: ΠΩΛΕΙΤΑΙ Alfa Romeo 1600. Τηλ. 825-528.: [920, 573, 1060, 582]
- classified-ad: ΠΩΛΕΙΤΑΙ Toyota Corolla 1980 ἀρίστη κατάστασις. Τηλ. 818-234.: [734, 287, 910, 305]
- classified-ad: ΠΩΛΟΥΝΤΑΙ Ντάτσουν 200 καί 2203. Τηλ. 413-832.: [920, 530, 1087, 539]
- classified-ad: ΖΗΤΕΙΤΑΙ βοηθός λογιστοῦ μέ γνώσεις ἀγγλικῶν. Τηλ. 232-644.: [552, 250, 729, 268]
- classified-ad: ΠΑΡΑΧΩΡΕΙΤΑΙ ἐπιχείρησις γυναικείων ἐνδυμάτων καί ἀτομικῶν εἰδῶν. Πληροφορίαι εἰς τό κατάστημα. Τηλ. 277-228, ὥραι καταστημάτων.: [7, 398, 184, 426]
- classified-ad: ΖΗΤΕΙΤΑΙ ὑπάλληλος γραφείου μέ γνώσεις λογιστικῆς. Τηλ. 518-243.: [370, 633, 547, 652]
- classified-ad: ΠΩΛΕΙΤΑΙ Ford Transit φορτηγό. Τηλ. 845-512.: [738, 455, 890, 464]
- section-banner: ΠΡΟΣΦΟΡΑ ΕΡΓΑΣΙΑΣ: [372, 315, 546, 344]
- classified-ad: ΖΗΤΕΙΤΑΙ σερβιτόρος. Τηλ. 215-393.: [557, 356, 675, 365]
- classified-ad: ΕΝΟΙΚΙΑΖΕΤΑΙ ἐνοικιάζεται δύο 2 διαμερίσματα καί 2 καταστήματα εἰς πολυκατοικίαν. Τηλ. 262-500.: [189, 465, 366, 484]
- classified-ad: ΠΩΛΕΙΤΑΙ BMW 1800 εἰς ἀρίστη κατάσταση. Τηλ. 821-124.: [915, 476, 1092, 495]
- classified-ad: ΕΝΟΙΚΙΑΖΕΤΑΙ διαμέρ. στήν Μαρτίου 90 μ2, 2 ΔΣΤ, μέ κουζίνα. Τηλ. 276-403.: [189, 506, 366, 525]
- classified-ad: ΠΕΡΟΝΟΦΟΡΟΝ πωλεῖται ἀρίστης καταστάσεως. Τηλ. 237-657.: [915, 791, 1092, 808]
- masthead-shading: [21, 104, 1260, 117]
- classified-ad: ΜΑΝΤΑ 1200 ἐφ' ὅλων ὁδηγικῶν. Τηλ. 832-100.: [920, 356, 1071, 365]
- classified-ad: ΣΤΗΝ Ξάνθη, ἐπί τῆς πλατείας Μητροπόλεως, ἐνοικιάζεται κατάστημα. Τηλ. 261-560, ὥρες γραφείου.: [189, 168, 366, 186]
- classified-ad: ΠΩΛΕΙΤΑΙ περίπτερον εἰς κεντρικό σημεῖον. Τηλ. 911-445.: [7, 819, 184, 837]
- classified-ad: ΖΗΤΕΙΤΑΙ ὑπάλληλος μέ γνώσεις γραφομηχανῆς. Τηλ. 525-436.: [552, 168, 729, 186]
- classified-ad: W. HOFFMANN ἀπόκλειστικός ἀντιπρόσωπος πιάνων. Πιάνα καινούργια καί μεταχειρισμένα. Τηλ. 225-401.: [1097, 539, 1274, 558]
- classified-ad: ΠΩΛΕΙΤΑΙ κατάστημα καφέ μέ ἐξοπλισμόν καί πελατείαν. Τηλ. 528-853.: [7, 685, 184, 703]
- classified-ad: ΑΓΓΛΙΚΑ καί γαλλικά παραδίδονται εἰς ἀρχαρίους καί προχωρημένους. Τηλ. 413-344.: [1097, 214, 1274, 232]
- classified-ad: ΠΟΜΩΝΕΣ – γερανοί. Τηλ. 421-120.: [920, 843, 1037, 851]
- section-banner: ΕΝΟΙΚΙΑΖΕΤΑΙ: [9, 885, 182, 914]
- classified-ad: ΓΟΝΕΙΣ: Προστατεύσατε τά παιδιά σας ἀπό τήν ἀποτυχίαν. Τηλ. 274-426.: [1097, 235, 1274, 253]
- classified-ad: ΖΗΤΕΙΤΑΙ ὁδηγός ἐπαγγελματίας μέ ἐλαφρύ φορτηγό. Τηλ. 617-223.: [370, 695, 547, 714]
- classified-ad: ΕΝΟΙΚΙΑΖΕΤΑΙ διαμέρισμα (Ἀμπελόκηποι) μέ θέα τῆς θαλάσσης. Τηλ. 513-200.: [189, 147, 366, 166]
- section-banner: ΕΠΙΠΛΑ: [1098, 606, 1272, 635]
- classified-ad: ΠΩΛΕΙΤΑΙ μοτοσυκλέτα Honda 250. Τηλ. 416-244.: [738, 308, 900, 317]
- classified-ad: ΕΝΟΙΚΙΑΖΕΤΑΙ Πρόξενου Κορομηλᾶ 41, διαμέρισμα 2ου ὀρόφου ἄνετον, 108 τ.μ. Τηλ. 215-386, ὥραι 9-12.: [189, 239, 366, 257]
- classified-ad: Ο ΟΙΚΙΣΚΟΣ Χατζῆ ζητεῖ ἐργάτριες διά τά τμήματα ἐπιτραπεζίων καί πλεκτῶν. Τηλ. 524-136.: [370, 757, 547, 775]
- classified-ad: ΕΝΟΙΚΙΑΖΕΤΑΙ γραφεῖον ἀνώγειον εἰς Πλατεῖαν Ἀριστοτέλους. Τηλ. 276-868.: [189, 774, 366, 791]
- classified-ad: ROVER 2000 μοδ. 70 καί Mercedes 230. Τηλ. 820-224.: [920, 400, 1092, 409]
- classified-ad: ΕΝΟΙΚΙΑΖΕΤΑΙ γραφεῖον καί κατάστημα εἰς κεντρικόν σημεῖον 100 τ.μ. Τηλ. 274-103.: [7, 919, 184, 938]
- classified-ad: ΖΗΤΟΥΝΤΑΙ ράπτριαι διά βιοτεχνίαν. Τηλ. 222-521.: [557, 423, 722, 431]
- classified-ad: ΑΝΔΡΕΣ – γυναῖκες ζητοῦνται διά τήν ἀντιπροσωπείαν General Motors. Τηλ. Ἀγγελάκη 11 Τ.Κ. 1400.: [552, 229, 729, 247]
- classified-ad: ΠΩΛΕΙΤΑΙ σαλόνι ἐλαφρῶς μεταχειρισμένο. Τηλ. 823-035.: [1097, 660, 1274, 678]
- classified-ad: ΕΝΟΙΚΙΑΖΕΤΑΙ διαμέρισμα ὁδός Ἀριστοτέλους 3 ὀρόφου. Τηλ. 271-866.: [189, 733, 366, 750]
- classified-ad: ΠΩΛΕΙΤΑΙ κατάστημα 24 τ.μ. πρό Ἀγγελάκη ὁδοῦ Τσιμισκῆ 39. Θεσσαλονίκη. Τηλ. 275-145, 711-218.: [7, 561, 184, 579]
- classified-ad: ΠΩΛΕΙΤΑΙ εἰς τήν εὐρυτέραν Θεσσαλονίκην κτῆμα 10 στρεμμάτων μέ οἰκίαν καί ἀποθήκας. Τηλ. 323-905.: [7, 490, 184, 508]
- section-banner: ΠΙΑΝΑ: [1098, 505, 1272, 534]
- classified-ad: ΑΓΡΟΤΕΜΑΧΙΟΝ πωλεῖται 54 στρεμ. ἐπί τῆς ἐθνικῆς ὁδοῦ Ἀλεξανδρείας. Τηλ. 221-218.: [7, 182, 184, 199]
- classified-ad: ΠΩΛΕΙΤΑΙ Alfa Romeo Giulia 1300 εἰς ἀρίστην κατάστασιν. Τηλ. 229-016.: [915, 178, 1092, 197]
- classified-ad: ΕΝΟΙΚΙΑΖΟΝΤΑΙ καταστήματα 88 τ.μ. καί 2 ἀποθῆκες. Τηλ. 229-222, 278-278, ἀπό 9-3.: [189, 403, 366, 422]
- classified-ad: ΕΝΟΙΚΙΑΖΕΤΑΙ ἠλιόλουστον διαμέρισμα 90 τ.μ. ἐπί τῆς Δελφῶν. Τηλ. 235-727.: [189, 691, 366, 710]
- section-banner: ΣΥΝΟΙΚΕΣΙΑ: [1098, 902, 1272, 931]
- classified-ad: ΑΝΥΨΩΤΙΚΑ μηχανήματα. Τηλ. 221-230.: [920, 874, 1053, 883]
- classified-ad: ΖΗΤΟΥΝΤΑΙ παρά τῆς Ο.Ε. νέοι διά ἐργασίαν καθαριότητος εἰς πολυκατοικίας. Τηλ. 271-224.: [370, 654, 547, 673]
- classified-ad: ΚΑΙΝΟΥΡΓΙΑ αὐτοκίνητα Seat – Fiat 850, 127, 128, 124, 1500 Κατασκευαστικά. Τηλ. 818-821.: [734, 414, 910, 431]
- classified-ad: ΠΩΛΕΙΤΑΙ κατάστημα φιλικῶν καί δώρων εἰς Κάτω Τούμπα. Τηλ. 835-308 καί 817-044.: [7, 726, 184, 744]
- classified-ad: ΕΝΟΙΚΙΑΖΕΤΑΙ Ἑλευθερίου Βενιζέλου 6 δύο κατάστημα καί ἀποθήκαι. Τηλ. 225-228.: [189, 280, 366, 298]
- classified-ad: ΠΩΛΕΙΤΑΙ ἐξοχικό σπίτι εἰς τήν Ἐπανομήν. Τηλ. 915-824 καί 915-829.: [7, 767, 184, 785]
- classified-ad: ΧΟΡΔΙΣΤΗΣ πιάνων Α. Βαμβακάς. Τηλ. 203-652.: [1102, 591, 1257, 600]
- classified-ad: ΠΡΟΣΦΕΡΕΤΑΙ πρός ἐνοικίασιν γραφεῖον καί ἀιθουσα διδασκαλίας εἰς κεντρικόν σημεῖον. Τηλ. 227-124.: [189, 260, 366, 278]
- classified-ad: ΚΑΤΑΣΤΗΜΑ ενοικιάζεται εἰς τήν Φιλίππου. Τηλ. 225-552.: [189, 897, 366, 915]
- classified-ad: ΣΑΛΟΝΙΑ ἐπιπλώσεις καί τραπεζαρίες. Τηλ. 524-830.: [1102, 692, 1270, 701]
- classified-ad: ΠΩΛΕΙΤΑΙ BMW 1602. Τηλ. 833-581.: [920, 562, 1041, 570]
- classified-ad: ΠΩΛΕΙΤΑΙ Opel Rekord Diesel 1978. Τηλ. 271-366.: [738, 631, 902, 640]
- classified-ad: ΕΝΟΙΚΙΑΖΕΤΑΙ κατάστημα ἐπί τῆς Τσιμισκῆ 71. Τηλ. 225-882.: [189, 753, 366, 771]
- classified-ad: ΠΩΛΕΙΤΑΙ Honda Civic 1980. Τηλ. 425-146.: [738, 586, 880, 595]
- classified-ad: ΠΩΛΕΙΤΑΙ ἐπειγόντως Volvo 144. Τηλ. 534-235.: [920, 411, 1073, 420]
- classified-ad: ΠΙΑΝΑ Zimmermann – Hurfeld – Rönisch καινούργια καί ἐκθεσιακά. Τηλ. 224-624.: [1097, 559, 1274, 578]
- classified-ad: ΠΩΛΕΙΤΑΙ Volvo 244 1978. Τηλ. 531-225.: [738, 520, 873, 529]
- classified-ad: ΖΗΤΕΙΤΑΙ ὑπάλληλος διά καφετερίαν. Τηλ. 515-304, ἀπό 8 π.μ. – 2 μ.μ.: [370, 839, 547, 857]
- classified-ad: ΠΩΛΕΙΤΑΙ κορδέλλα 50άρα, ἀρίστη κατάστασις. Τηλ. 831-160.: [1097, 127, 1274, 145]
- classified-ad: Η ΥΠΕΡΑΓΟΡΑ «Super Market Electric Α.Ε.» ζητεῖ πωλητάς διά τό νέον κατάστημα. Τηλ. 233-520.: [370, 716, 547, 734]
- classified-ad: ΕΝΟΙΚΙΑΖΕΤΑΙ κατάστημα Μ. Μπότσαρη 120. Τηλ. 228-169.: [370, 271, 547, 288]
- classified-ad: ΕΝΟΙΚΙΑΖΕΤΑΙ ἐπί τῆς Βασ. Ὄλγας 1.000 μ2 κατάστημα. Τηλ. 522-005.: [370, 209, 547, 227]
- classified-ad: ΦΩΤΟΤΕΧΝΙΚΟΣ ζητεῖ ἀνάλογον ἐργασίαν. Τηλ. 527-491.: [734, 168, 910, 186]
- classified-ad: GERMANIST (dipl.) erteilt deutschunterricht. Τηλ. 223-484.: [1097, 481, 1274, 500]
- classified-ad: FIAT 124 δ' ἀπευθείας. Τηλ. 271-074.: [920, 606, 1037, 615]
- classified-ad: ΚΥΡΙΟΣ 32 ἐτῶν ζητεῖ ἐργασίαν ὡς λογιστής. Τηλ. 530-256.: [552, 535, 729, 554]
- masthead-title: Προσφορα εργασιας - Ζητησεις - Πωλησεις - Ενοικιασεις - Αγοραι - Ακινητα: [21, 55, 1988, 108]
- classified-ad: ΠΩΛΕΙΤΑΙ τό κάλλιστο αὐτοκίνητο μέ φορτηγό. Τηλ. 833-015.: [915, 770, 1092, 788]
- classified-ad: ΤΑΞΙ 1/2 Θεσσαλονίκης πωλεῖται εὐκαιρία. Τηλ. 426-093.: [915, 272, 1092, 290]
- classified-ad: ΠΩΛΟΥΝΤΑΙ: 1) Αὐτοκίνητα ἐπιβατικά Ι.Χ. καινούργια. 2) Ἐπαγγελματικά φορτηγά. Τηλ. 912-200.: [734, 225, 910, 243]
- classified-ad: ΖΗΤΕΙΤΑΙ παρά τῆς ὑπεραγορᾶς Δεληβοριά ζητεῖ ὑπάλληλους. Τηλ. 276-481 καί 268-583.: [552, 127, 729, 145]
- classified-ad: ΕΝΟΙΚΙΑΖΕΤΑΙ κατάστημα 235 μ2 ὁδός Ὄλγας 166. Τηλ. 262-551.: [370, 250, 547, 268]
- classified-ad: ΑΡΙΣΤΟΥΧΟΣ καθηγήτρια φιλολογίας παραδίδει μαθήματα. Τηλ. 520-977.: [1097, 419, 1274, 438]
- classified-ad: ΠΩΛΕΙΤΑΙ «Fiat 1300» μοδ. 66 εἰς ἀρίστην κατάστασιν. Τηλ. 537-022.: [915, 211, 1092, 229]
- classified-ad: Ο ΧΡΟΝΟΣ εἶναι χρῆμα! Ἀξιοποιεῖτε τόν ἐλεύθερον χρόνον σας. Πληροφορίαι Τηλ. 530-256.: [552, 147, 729, 166]
- classified-ad: ΓΕΡΜΑΝΙΚΑ παραδίδονται ἀπό εἰδικόν καθηγητήν. Τηλ. 223-484.: [1097, 461, 1274, 479]
- classified-ad: ΕΝΟΙΚΙΑΖΕΤΑΙ κατάστημα ἐπί τῆς ὁδοῦ Ἀγίου Δημητρίου. Τηλ. 822-428, 2 ὥραι.: [189, 341, 366, 360]
- classified-ad: ΠΩΛΕΙΤΑΙ οἰκόπεδον 515 τ.μ. ἐντός σχεδίου εἰς Ν. Σιλιάτα Χαλκιδικῆς. Τηλ. 261-351.: [7, 243, 184, 261]
- classified-ad: ΠΩΛΕΙΤΑΙ Renault 4L 1977. Τηλ. 222-831.: [738, 380, 875, 389]
- classified-ad: ΠΩΛΕΙΤΑΙ Volkswagen Golf 1979. Τηλ. 531-418.: [738, 391, 894, 400]
- classified-ad: ΚΥΡΙΑ ἔμπειρος παραδίδει πιάνο καί θεωρία μουσικῆς. Τηλ. 812-148.: [1097, 337, 1274, 356]
- classified-ad: ΜΗΧΑΝΗΜΑΤΑ ἐπεξεργασίας ξύλου, πλάνη, πριόνι. Τηλ. 511-361.: [915, 822, 1092, 840]
- classified-ad: ΠΩΛΕΙΤΑΙ Taunus 12M μοδ. 1966. Τηλ. 919-051.: [920, 497, 1076, 505]
- classified-ad: ΚΑΘΗΓΗΤΡΙΑ ἀγγλικῆς φιλολογίας 27 ἐτῶν ζητεῖ γνωριμίαν μέ σκοπόν τόν γάμον. Τηλ. 410-122.: [1097, 936, 1274, 955]
- classified-ad: ΕΝΟΙΚΙΑΖΕΤΑΙ διαμέρισμα ἐπιπλωμένο. Τηλ. 511-988.: [370, 291, 547, 309]
- classified-ad: ΚΥΡΙΟΣ 40 ἐτῶν ζητεῖ ἐργασίαν ὡς βοηθός. Τηλ. 511-092.: [734, 147, 910, 166]
- column-3: [368, 127, 550, 1867]
- classified-ad: ΠΩΛΕΙΤΑΙ Datsun 120Y 1978 λόγω ἀναχωρήσεως. Τηλ. 274-418.: [734, 318, 910, 337]
- classified-ad: ΠΩΛΕΙΤΑΙ 1/3 μετοχή ΟΑΣΘ. Τηλ. 837-823.: [920, 367, 1061, 376]
